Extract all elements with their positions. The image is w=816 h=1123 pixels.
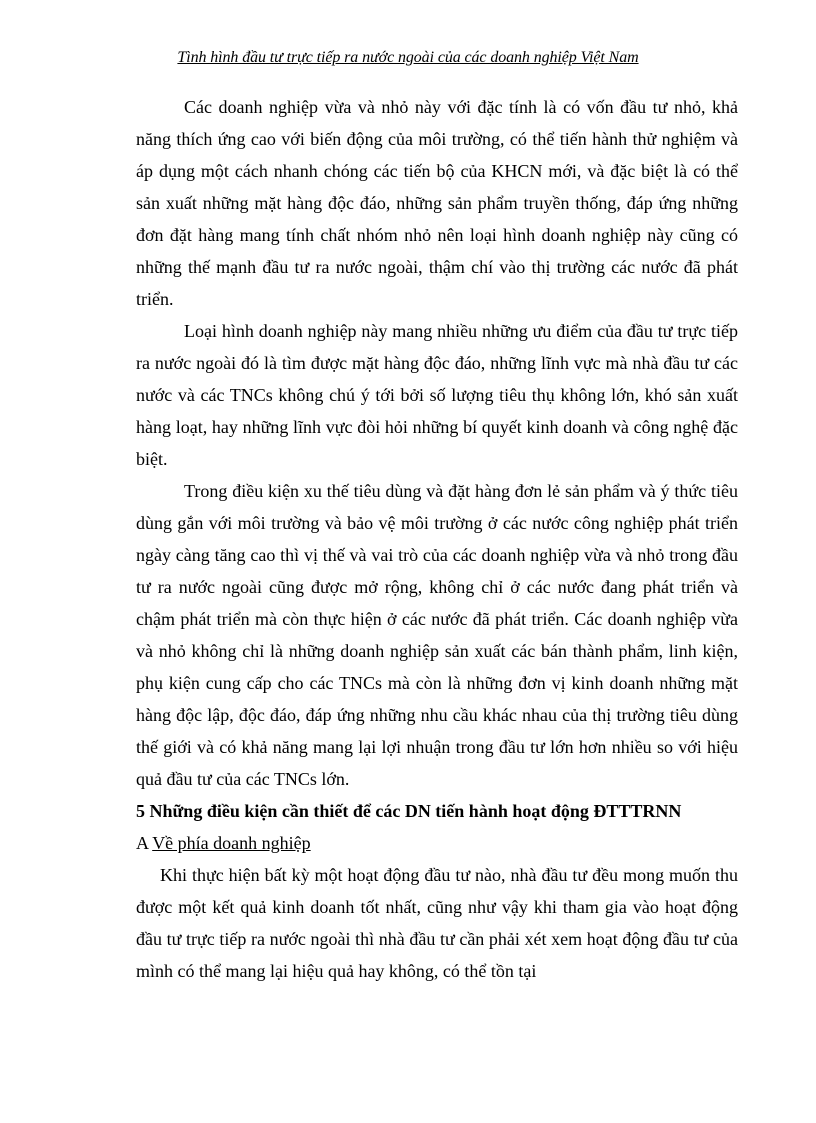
sub-heading xyxy=(136,827,738,859)
section-heading: 5 Những điều kiện cần thiết để các DN tiến hành hoạt động ĐTTTRNN xyxy=(136,801,682,821)
document-body xyxy=(136,91,738,987)
running-header: Tình hình đầu tư trực tiếp ra nước ngoài của các doanh nghiệp Việt Nam xyxy=(177,49,639,66)
paragraph-sme-role: Trong điều kiện xu thế tiêu dùng và đặt hàng đơn lẻ sản phẩm và ý thức tiêu dùng gắn với môi trường và bảo vệ môi trường ở các nước công nghiệp phát triển ngày càng tăng cao thì vị thế và vai trò của các doanh nghiệp vừa và nhỏ trong đầu tư ra nước ngoài cũng được mở rộng, không chỉ ở các nước đang phát triển và chậm phát triển mà còn thực hiện ở các nước đã phát triển. Các doanh nghiệp vừa và nhỏ không chỉ là những doanh nghiệp sản xuất các bán thành phẩm, linh kiện, phụ kiện cung cấp cho các TNCs mà còn là những đơn vị kinh doanh những mặt hàng độc lập, độc đáo, đáp ứng những nhu cầu khác nhau của thị trường tiêu dùng thế giới và có khả năng mang lại lợi nhuận trong đầu tư lớn hơn nhiều so với hiệu quả đầu tư của các TNCs lớn. xyxy=(136,481,738,789)
paragraph-sme-characteristics: Các doanh nghiệp vừa và nhỏ này với đặc tính là có vốn đầu tư nhỏ, khả năng thích ứng cao với biến động của môi trường, có thể tiến hành thử nghiệm và áp dụng một cách nhanh chóng các tiến bộ của KHCN mới, và đặc biệt là có thể sản xuất những mặt hàng độc đáo, những sản phẩm truyền thống, đáp ứng những đơn đặt hàng mang tính chất nhóm nhỏ nên loại hình doanh nghiệp này cũng có những thế mạnh đầu tư ra nước ngoài, thậm chí vào thị trường các nước đã phát triển. xyxy=(136,97,738,309)
paragraph-sme-advantages: Loại hình doanh nghiệp này mang nhiều những ưu điểm của đầu tư trực tiếp ra nước ngoài đó là tìm được mặt hàng độc đáo, những lĩnh vực mà nhà đầu tư các nước và các TNCs không chú ý tới bởi số lượng tiêu thụ không lớn, khó sản xuất hàng loạt, hay những lĩnh vực đòi hỏi những bí quyết kinh doanh và công nghệ đặc biệt. xyxy=(136,321,738,469)
sub-heading-title: Về phía doanh nghiệp xyxy=(152,833,311,853)
sub-heading-prefix: A xyxy=(136,833,153,853)
paragraph-investor-goals: Khi thực hiện bất kỳ một hoạt động đầu tư nào, nhà đầu tư đều mong muốn thu được một kết quả kinh doanh tốt nhất, cũng như vậy khi tham gia vào hoạt động đầu tư trực tiếp ra nước ngoài thì nhà đầu tư cần phải xét xem hoạt động đầu tư của mình có thể mang lại hiệu quả hay không, có thể tồn tại xyxy=(136,865,738,981)
